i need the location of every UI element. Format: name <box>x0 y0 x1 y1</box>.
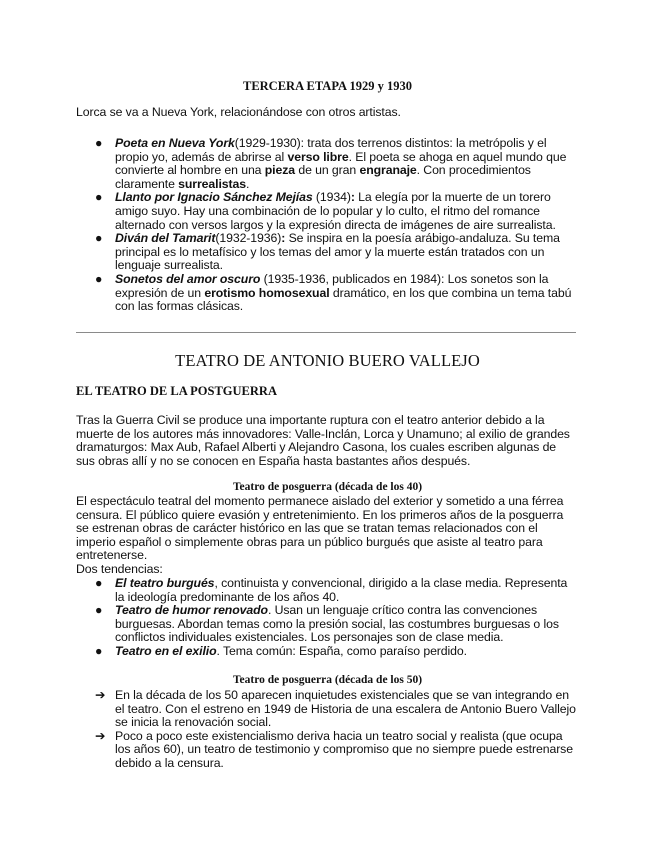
work-title: Diván del Tamarit <box>115 231 216 246</box>
bullet-icon: ● <box>95 603 103 618</box>
work-title: Poeta en Nueva York <box>115 136 235 150</box>
bullet-icon: ● <box>95 231 103 246</box>
decade50-heading: Teatro de posguerra (década de los 50) <box>232 674 423 686</box>
work-title: Sonetos del amor oscuro <box>115 271 261 286</box>
tendencia-title: Teatro en el exilio <box>115 643 217 658</box>
work-title: Llanto por Ignacio Sánchez Mejías <box>115 190 313 205</box>
bullet-icon: ● <box>95 136 103 150</box>
list-item: ● Poeta en Nueva York(1929-1930): trata dos terrenos distintos: la metrópolis y el propio yo, además de abrirse al verso libre. El poeta se ahoga en aquel mundo que convierte al hombre en una pieza de un gran engranaje. Con procedimientos claramente surrealistas. <box>95 136 567 191</box>
etapa-works-list <box>76 137 576 314</box>
list-item: ➔ Poco a poco este existencialismo deriva hacia un teatro social y realista (que ocupa los años 60), un teatro de testimonio y compromiso que no siempre puede estrenarse debido a la censura. <box>95 728 573 770</box>
bullet-icon: ● <box>95 643 103 658</box>
section-divider <box>76 332 576 333</box>
tendencias-label: Dos tendencias: <box>76 562 163 576</box>
arrow-right-icon: ➔ <box>95 728 106 743</box>
decade40-heading: Teatro de posguerra (década de los 40) <box>232 481 423 493</box>
list-item: ● Diván del Tamarit(1932-1936): Se inspira en la poesía arábigo-andaluza. Su tema principal es lo metafísico y los temas del amor y la muerte están tratados con un lenguaje surrealista. <box>95 231 560 273</box>
list-item: ● Teatro de humor renovado. Usan un lenguaje crítico contra las convenciones burguesas. Abordan temas como la presión social, las costumbres burguesas o los conflictos individuales existenciales. Los personajes son de clase media. <box>95 603 559 645</box>
bullet-icon: ● <box>95 190 103 205</box>
list-item: ● El teatro burgués, continuista y convencional, dirigido a la clase media. Representa la ideología predominante de los años 40. <box>95 576 568 604</box>
tendencia-title: El teatro burgués <box>115 576 215 590</box>
etapa-intro: Lorca se va a Nueva York, relacionándose con otros artistas. <box>76 105 401 119</box>
decade50-list <box>76 689 576 771</box>
bullet-icon: ● <box>95 271 103 286</box>
list-item: ● Sonetos del amor oscuro (1935-1936, publicados en 1984): Los sonetos son la expresión de un erotismo homosexual dramático, en los que combina un tema tabú con las formas clásicas. <box>95 271 572 314</box>
etapa-heading: TERCERA ETAPA 1929 y 1930 <box>242 79 412 93</box>
list-item: ● Teatro en el exilio. Tema común: España, como paraíso perdido. <box>95 643 467 658</box>
list-item: ➔ En la década de los 50 aparecen inquietudes existenciales que se van integrando en el teatro. Con el estreno en 1949 de Historia de una escalera de Antonio Buero Vallejo se inicia la renovación social. <box>95 688 576 730</box>
tendencia-title: Teatro de humor renovado <box>115 603 268 618</box>
bullet-icon: ● <box>95 576 103 590</box>
arrow-right-icon: ➔ <box>95 688 106 702</box>
main-heading: TEATRO DE ANTONIO BUERO VALLEJO <box>175 351 480 370</box>
postguerra-intro: Tras la Guerra Civil se produce una importante ruptura con el teatro anterior debido a la muerte de los autores más innovadores: Valle-Inclán, Lorca y Unamuno; al exilio de grandes dramaturgos: Max Aub, Rafael Alberti y Alejandro Casona, los cuales escriben algunas de sus obras allí y no se conocen en España hasta bastantes años después. <box>76 413 570 468</box>
tendencias-list <box>76 577 576 659</box>
decade40-text: El espectáculo teatral del momento permanece aislado del exterior y sometido a una férrea censura. El público quiere evasión y entretenimiento. En los primeros años de la posguerra se estrenan obras de carácter histórico en las que se tratan temas relacionados con el imperio español o simplemente obras para un público burgués que asiste al teatro para entretenerse. <box>76 494 564 563</box>
list-item: ● Llanto por Ignacio Sánchez Mejías (1934): La elegía por la muerte de un torero amigo suyo. Hay una combinación de lo popular y lo culto, el ritmo del romance alternado con versos largos y la expresión directa de imágenes de aire surrealista. <box>95 190 556 232</box>
sub-heading: EL TEATRO DE LA POSTGUERRA <box>76 384 277 398</box>
